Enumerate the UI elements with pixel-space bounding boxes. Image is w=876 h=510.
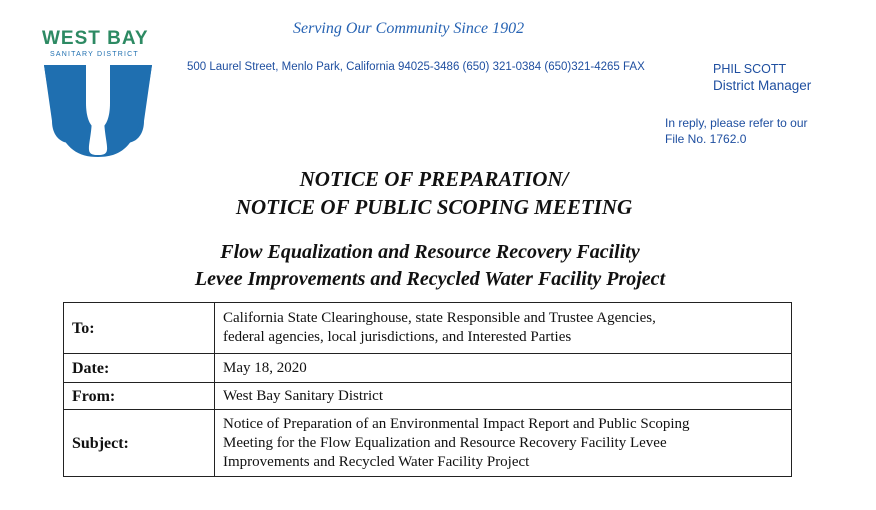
subject-value-line3: Improvements and Recycled Water Facility Project	[223, 453, 530, 470]
manager-title: District Manager	[713, 78, 812, 93]
subject-value-line2: Meeting for the Flow Equalization and Resource Recovery Facility Levee	[223, 434, 667, 451]
to-value-line1: California State Clearinghouse, state Responsible and Trustee Agencies,	[223, 310, 656, 326]
subject-label: Subject:	[64, 410, 215, 477]
memo-row-to	[64, 303, 792, 354]
reply-note: In reply, please refer to our	[665, 116, 808, 130]
water-drop-logo-icon	[42, 63, 154, 158]
from-value: West Bay Sanitary District	[215, 383, 792, 410]
to-label: To:	[64, 303, 215, 354]
manager-name: PHIL SCOTT	[713, 62, 787, 76]
logo-name: WEST BAY	[42, 28, 149, 49]
logo-subtitle: SANITARY DISTRICT	[50, 51, 139, 58]
notice-title-line1: NOTICE OF PREPARATION/	[299, 167, 569, 191]
file-number: File No. 1762.0	[665, 132, 747, 146]
to-value-line2: federal agencies, local jurisdictions, and Interested Parties	[223, 329, 572, 345]
subject-value	[215, 410, 792, 477]
project-title-line2: Levee Improvements and Recycled Water Facility Project	[194, 268, 666, 290]
notice-title-line2: NOTICE OF PUBLIC SCOPING MEETING	[235, 195, 633, 219]
memo-table	[63, 302, 792, 477]
date-label: Date:	[64, 354, 215, 383]
address: 500 Laurel Street, Menlo Park, California 94025-3486 (650) 321-0384 (650)321-4265 FAX	[187, 61, 645, 73]
to-value	[215, 303, 792, 354]
memo-row-date	[64, 354, 792, 383]
date-value: May 18, 2020	[215, 354, 792, 383]
project-title-line1: Flow Equalization and Resource Recovery Facility	[220, 241, 640, 263]
memo-row-from	[64, 383, 792, 410]
tagline: Serving Our Community Since 1902	[293, 20, 525, 37]
subject-value-line1: Notice of Preparation of an Environmental Impact Report and Public Scoping	[223, 415, 690, 432]
from-label: From:	[64, 383, 215, 410]
memo-row-subject	[64, 410, 792, 477]
